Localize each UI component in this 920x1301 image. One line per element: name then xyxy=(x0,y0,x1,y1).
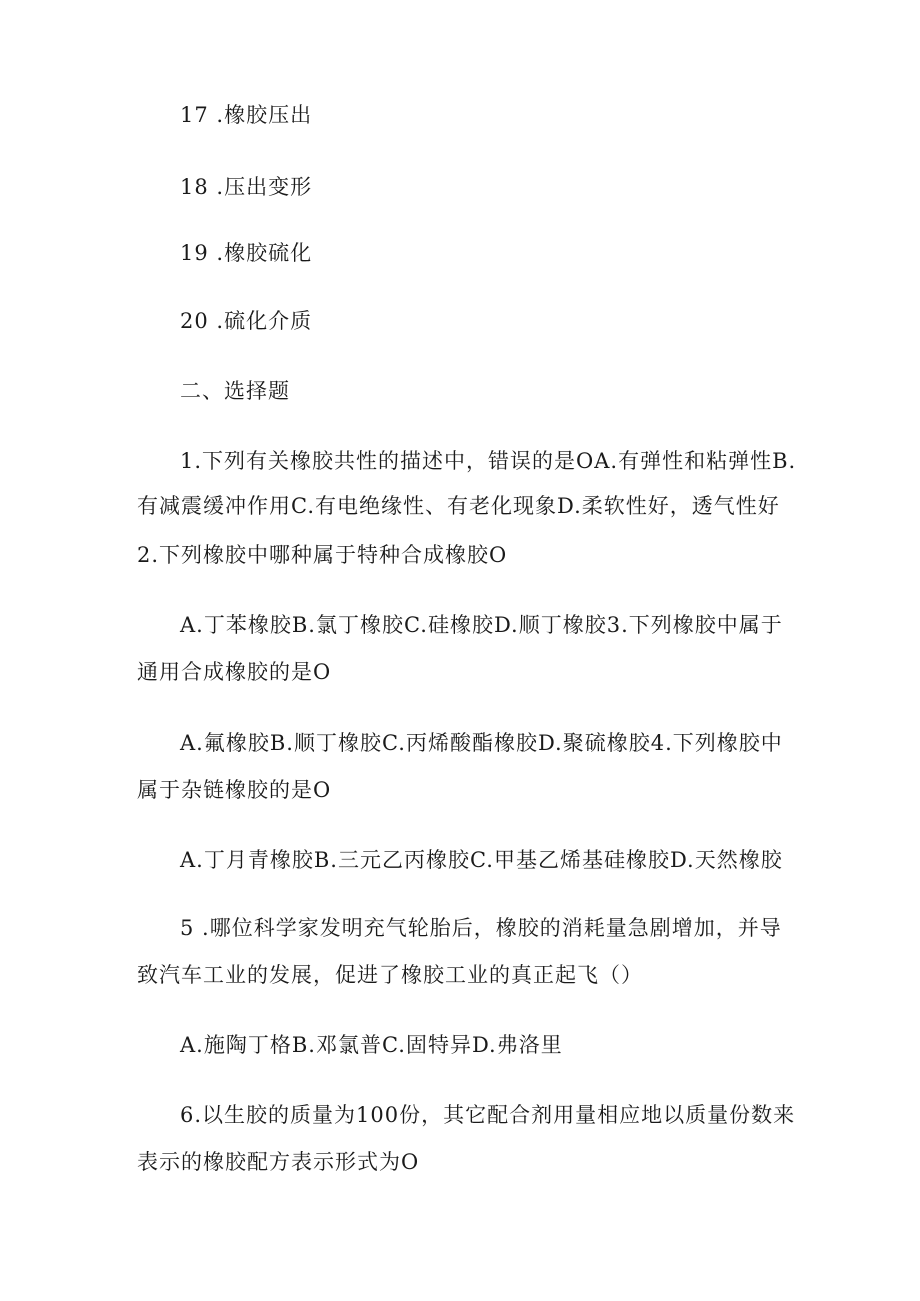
question-6-line-2: 表示的橡胶配方表示形式为O xyxy=(137,1150,420,1174)
term-18: 18 .压出变形 xyxy=(180,175,313,199)
question-2-line: 2.下列橡胶中哪种属于特种合成橡胶O xyxy=(137,543,508,567)
question-1-line-2: 有减震缓冲作用C.有电绝缘性、有老化现象D.柔软性好，透气性好 xyxy=(137,494,780,518)
question-5-line-1: 5 .哪位科学家发明充气轮胎后，橡胶的消耗量急剧增加，并导 xyxy=(180,916,782,940)
question-4-line: 属于杂链橡胶的是O xyxy=(137,778,332,802)
question-6-line-1: 6.以生胶的质量为100份，其它配合剂用量相应地以质量份数来 xyxy=(180,1103,796,1127)
question-4-options: A.丁月青橡胶B.三元乙丙橡胶C.甲基乙烯基硅橡胶D.天然橡胶 xyxy=(180,848,783,872)
term-17: 17 .橡胶压出 xyxy=(180,103,313,127)
term-20: 20 .硫化介质 xyxy=(180,309,313,333)
question-5-line-2: 致汽车工业的发展，促进了橡胶工业的真正起飞（） xyxy=(137,963,643,987)
question-3-line: 通用合成橡胶的是O xyxy=(137,660,332,684)
question-5-options: A.施陶丁格B.邓氯普C.固特异D.弗洛里 xyxy=(180,1033,563,1057)
question-1-line-1: 1.下列有关橡胶共性的描述中，错误的是OA.有弹性和粘弹性B. xyxy=(180,449,797,473)
question-2-options-line-1: A.丁苯橡胶B.氯丁橡胶C.硅橡胶D.顺丁橡胶3.下列橡胶中属于 xyxy=(180,613,783,637)
term-19: 19 .橡胶硫化 xyxy=(180,241,313,265)
section-heading: 二、选择题 xyxy=(180,379,290,403)
question-3-options-line-1: A.氟橡胶B.顺丁橡胶C.丙烯酸酯橡胶D.聚硫橡胶4.下列橡胶中 xyxy=(180,731,783,755)
